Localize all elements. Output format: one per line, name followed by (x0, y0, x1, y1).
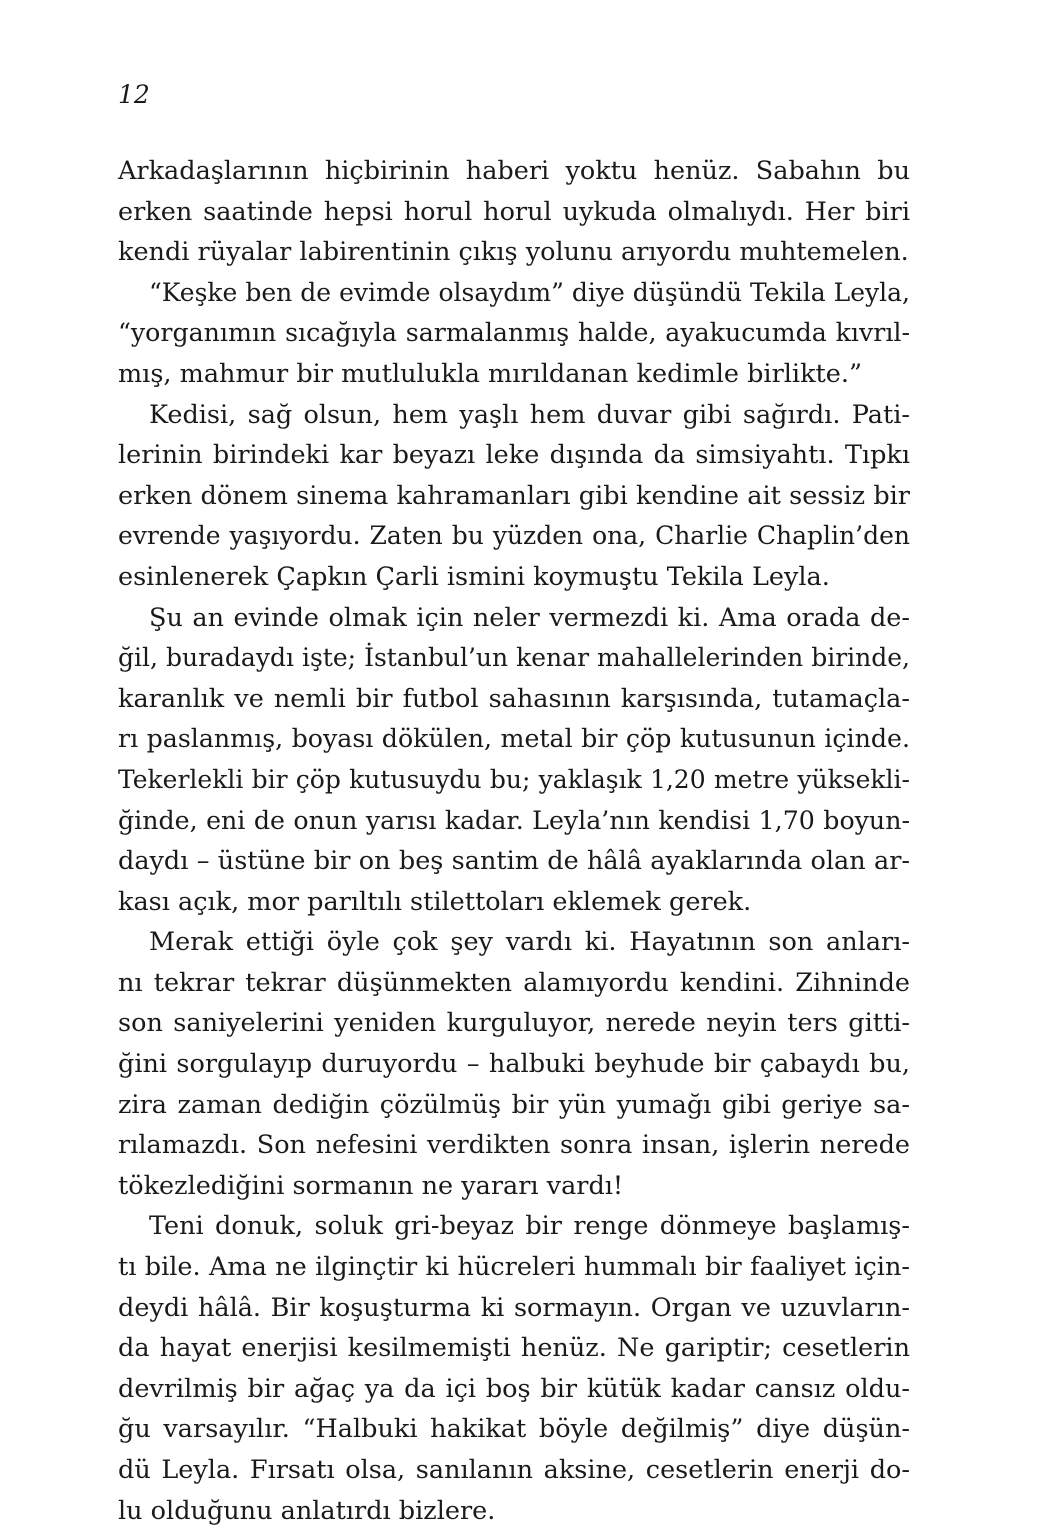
text-line: ğil, buradaydı işte; İstanbul’un kenar mahallelerinden birinde, (118, 643, 910, 673)
text-line: zira zaman dediğin çözülmüş bir yün yumağı gibi geriye sa- (118, 1089, 910, 1120)
text-line: deydi hâlâ. Bir koşuşturma ki sormayın. Organ ve uzuvların- (118, 1292, 910, 1323)
text-line: nı tekrar tekrar düşünmekten alamıyordu kendini. Zihninde (118, 967, 910, 998)
text-line: son saniyelerini yeniden kurguluyor, nerede neyin ters gitti- (118, 1008, 910, 1039)
paragraph-2 (118, 273, 910, 395)
text-line: karanlık ve nemli bir futbol sahasının karşısında, tutamaçla- (118, 683, 910, 714)
text-line: “Keşke ben de evimde olsaydım” diye düşündü Tekila Leyla, (149, 277, 910, 307)
text-line: kendi rüyalar labirentinin çıkış yolunu arıyordu muhtemelen. (118, 237, 909, 268)
text-line: lu olduğunu anlatırdı bizlere. (118, 1495, 496, 1526)
paragraph-4 (118, 598, 910, 923)
paragraph-5 (118, 922, 910, 1206)
paragraph-3 (118, 395, 910, 598)
text-line: dü Leyla. Fırsatı olsa, sanılanın aksine, cesetlerin enerji do- (118, 1455, 910, 1485)
text-line: devrilmiş bir ağaç ya da içi boş bir kütük kadar cansız oldu- (118, 1373, 910, 1404)
text-line: kası açık, mor parıltılı stilettoları eklemek gerek. (118, 886, 752, 917)
text-line: rı paslanmış, boyası dökülen, metal bir çöp kutusunun içinde. (118, 724, 910, 754)
text-line: tökezlediğini sormanın ne yararı vardı! (118, 1170, 624, 1201)
text-line: mış, mahmur bir mutlulukla mırıldanan kedimle birlikte.” (118, 358, 863, 389)
paragraph-1 (118, 151, 910, 273)
text-line: daydı – üstüne bir on beş santim de hâlâ ayaklarında olan ar- (118, 846, 910, 877)
body-text (118, 151, 910, 1531)
text-line: rılamazdı. Son nefesini verdikten sonra insan, işlerin nerede (118, 1130, 910, 1161)
page-number: 12 (118, 80, 150, 109)
text-line: erken dönem sinema kahramanları gibi kendine ait sessiz bir (118, 480, 910, 511)
text-line: evrende yaşıyordu. Zaten bu yüzden ona, Charlie Chaplin’den (118, 521, 910, 551)
text-line: ğu varsayılır. “Halbuki hakikat böyle değilmiş” diye düşün- (118, 1414, 910, 1445)
text-line: Teni donuk, soluk gri-beyaz bir renge dönmeye başlamış- (149, 1211, 910, 1242)
text-line: lerinin birindeki kar beyazı leke dışında da simsiyahtı. Tıpkı (118, 440, 910, 471)
text-line: Merak ettiği öyle çok şey vardı ki. Hayatının son anları- (149, 927, 910, 958)
text-line: ğinde, eni de onun yarısı kadar. Leyla’nın kendisi 1,70 boyun- (118, 805, 910, 835)
text-line: Tekerlekli bir çöp kutusuydu bu; yaklaşık 1,20 metre yüksekli- (118, 764, 910, 794)
text-line: da hayat enerjisi kesilmemişti henüz. Ne gariptir; cesetlerin (118, 1333, 910, 1364)
text-line: ğini sorgulayıp duruyordu – halbuki beyhude bir çabaydı bu, (118, 1049, 910, 1080)
paragraph-6 (118, 1206, 910, 1531)
text-line: “yorganımın sıcağıyla sarmalanmış halde, ayakucumda kıvrıl- (118, 318, 910, 348)
text-line: tı bile. Ama ne ilginçtir ki hücreleri hummalı bir faaliyet için- (118, 1252, 910, 1283)
text-line: Arkadaşlarının hiçbirinin haberi yoktu henüz. Sabahın bu (118, 156, 910, 186)
text-line: Kedisi, sağ olsun, hem yaşlı hem duvar gibi sağırdı. Pati- (149, 399, 910, 430)
text-line: Şu an evinde olmak için neler vermezdi ki. Ama orada de- (149, 602, 910, 633)
text-line: erken saatinde hepsi horul horul uykuda olmalıydı. Her biri (118, 196, 910, 227)
text-line: esinlenerek Çapkın Çarli ismini koymuştu Tekila Leyla. (118, 561, 830, 592)
